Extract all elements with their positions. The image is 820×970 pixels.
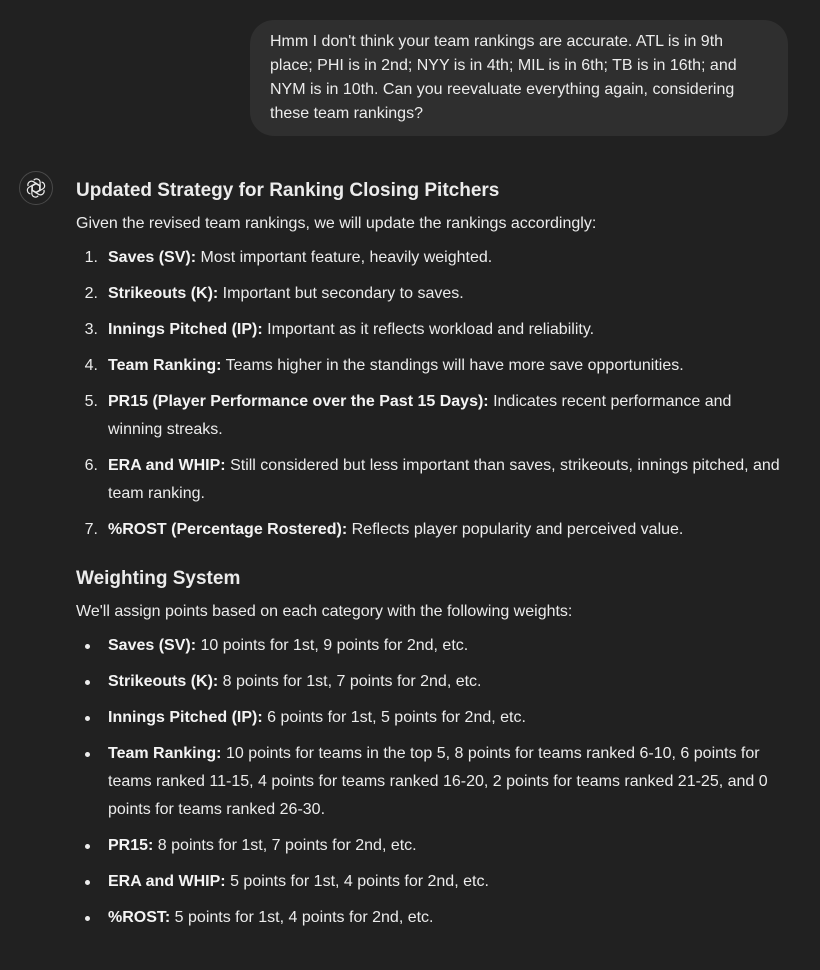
list-item: PR15: 8 points for 1st, 7 points for 2nd, etc.: [76, 832, 788, 860]
user-message-text: Hmm I don't think your team rankings are accurate. ATL is in 9th place; PHI is in 2nd; NYY is in 4th; MIL is in 6th; TB is in 16th; and NYM is in 10th. Can you reevaluate everything again, considering these team rankings?: [270, 33, 737, 122]
list-item: 2. Strikeouts (K): Important but secondary to saves.: [84, 285, 464, 302]
bullet-icon: [85, 716, 90, 721]
bullet-icon: [85, 752, 90, 757]
openai-logo-icon: [25, 177, 47, 199]
bullet-icon: [85, 680, 90, 685]
strategy-intro: Given the revised team rankings, we will update the rankings accordingly:: [76, 215, 597, 232]
bullet-icon: [85, 844, 90, 849]
list-item: Team Ranking: 10 points for teams in the top 5, 8 points for teams ranked 6-10, 6 points for teams ranked 11-15, 4 points for teams ranked 16-20, 2 points for teams ranked 21-25, and 0 points for teams ranked 26-30.: [76, 740, 788, 824]
list-item: 4. Team Ranking: Teams higher in the standings will have more save opportunities.: [84, 357, 684, 374]
user-message-bubble: [250, 20, 788, 136]
list-item: ERA and WHIP: 5 points for 1st, 4 points for 2nd, etc.: [76, 868, 788, 896]
assistant-message: [76, 176, 788, 932]
list-item: Innings Pitched (IP): 6 points for 1st, 5 points for 2nd, etc.: [76, 704, 788, 732]
assistant-avatar: [19, 171, 53, 205]
list-item: Saves (SV): 10 points for 1st, 9 points for 2nd, etc.: [76, 632, 788, 660]
bullet-icon: [85, 880, 90, 885]
bullet-icon: [85, 916, 90, 921]
list-item: 3. Innings Pitched (IP): Important as it reflects workload and reliability.: [84, 321, 595, 338]
bullet-icon: [85, 644, 90, 649]
list-item: 1. Saves (SV): Most important feature, heavily weighted.: [84, 249, 493, 266]
strategy-list: [76, 244, 788, 544]
list-item: 5. PR15 (Player Performance over the Past 15 Days): Indicates recent performance and winning streaks.: [84, 393, 732, 438]
weighting-list: [76, 632, 788, 932]
list-item: 7. %ROST (Percentage Rostered): Reflects player popularity and perceived value.: [84, 521, 684, 538]
list-item: %ROST: 5 points for 1st, 4 points for 2nd, etc.: [76, 904, 788, 932]
list-item: 6. ERA and WHIP: Still considered but less important than saves, strikeouts, innings pitched, and team ranking.: [84, 457, 780, 502]
weighting-intro: We'll assign points based on each category with the following weights:: [76, 603, 573, 620]
strategy-heading: Updated Strategy for Ranking Closing Pitchers: [76, 180, 500, 201]
list-item: Strikeouts (K): 8 points for 1st, 7 points for 2nd, etc.: [76, 668, 788, 696]
weighting-heading: Weighting System: [76, 568, 241, 589]
